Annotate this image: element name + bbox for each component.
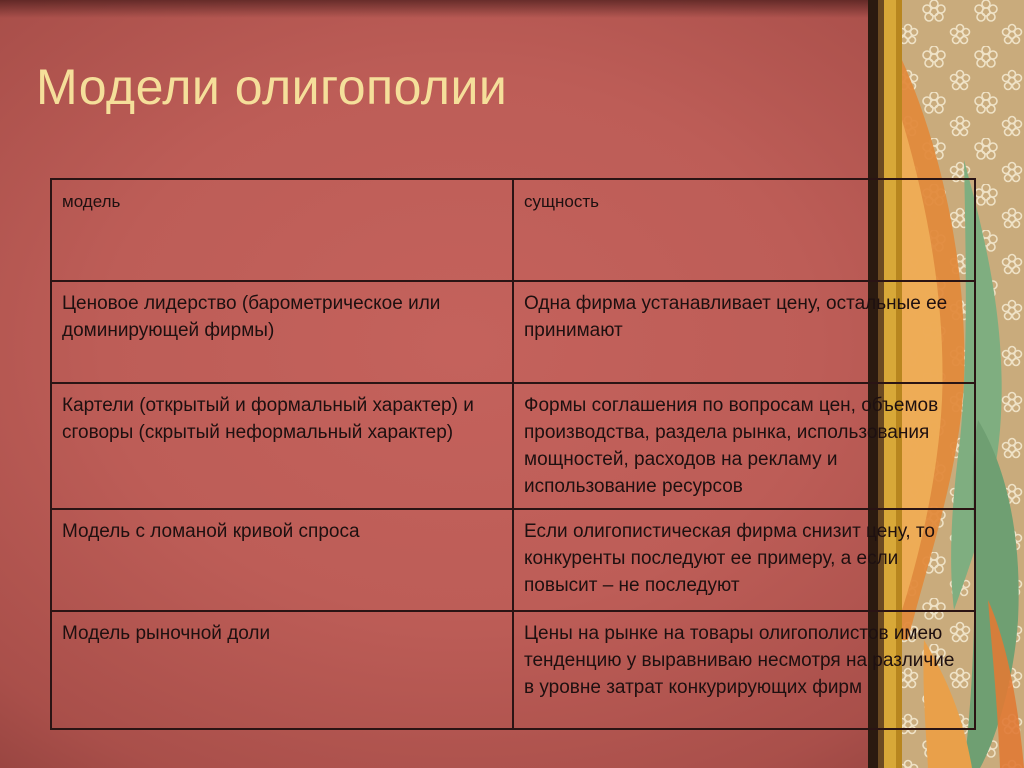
model-cell: Картели (открытый и формальный характер) и сговоры (скрытый неформальный характер) bbox=[51, 383, 513, 509]
table-row bbox=[51, 509, 975, 611]
column-header-model: модель bbox=[51, 179, 513, 281]
oligopoly-models-table bbox=[50, 178, 976, 730]
table-row bbox=[51, 611, 975, 729]
table-row bbox=[51, 383, 975, 509]
model-cell: Модель с ломаной кривой спроса bbox=[51, 509, 513, 611]
table-header-row bbox=[51, 179, 975, 281]
model-cell: Ценовое лидерство (барометрическое или доминирующей фирмы) bbox=[51, 281, 513, 383]
table-row bbox=[51, 281, 975, 383]
essence-cell: Одна фирма устанавливает цену, остальные ее принимают bbox=[513, 281, 975, 383]
model-cell: Модель рыночной доли bbox=[51, 611, 513, 729]
essence-cell: Формы соглашения по вопросам цен, объемов производства, раздела рынка, использования мощностей, расходов на рекламу и использование ресурсов bbox=[513, 383, 975, 509]
column-header-essence: сущность bbox=[513, 179, 975, 281]
slide-title: Модели олигополии bbox=[36, 59, 508, 115]
essence-cell: Если олигопистическая фирма снизит цену, то конкуренты последуют ее примеру, а если повысит – не последуют bbox=[513, 509, 975, 611]
essence-cell: Цены на рынке на товары олигополистов имею тенденцию у выравниваю несмотря на различие в уровне затрат конкурирующих фирм bbox=[513, 611, 975, 729]
